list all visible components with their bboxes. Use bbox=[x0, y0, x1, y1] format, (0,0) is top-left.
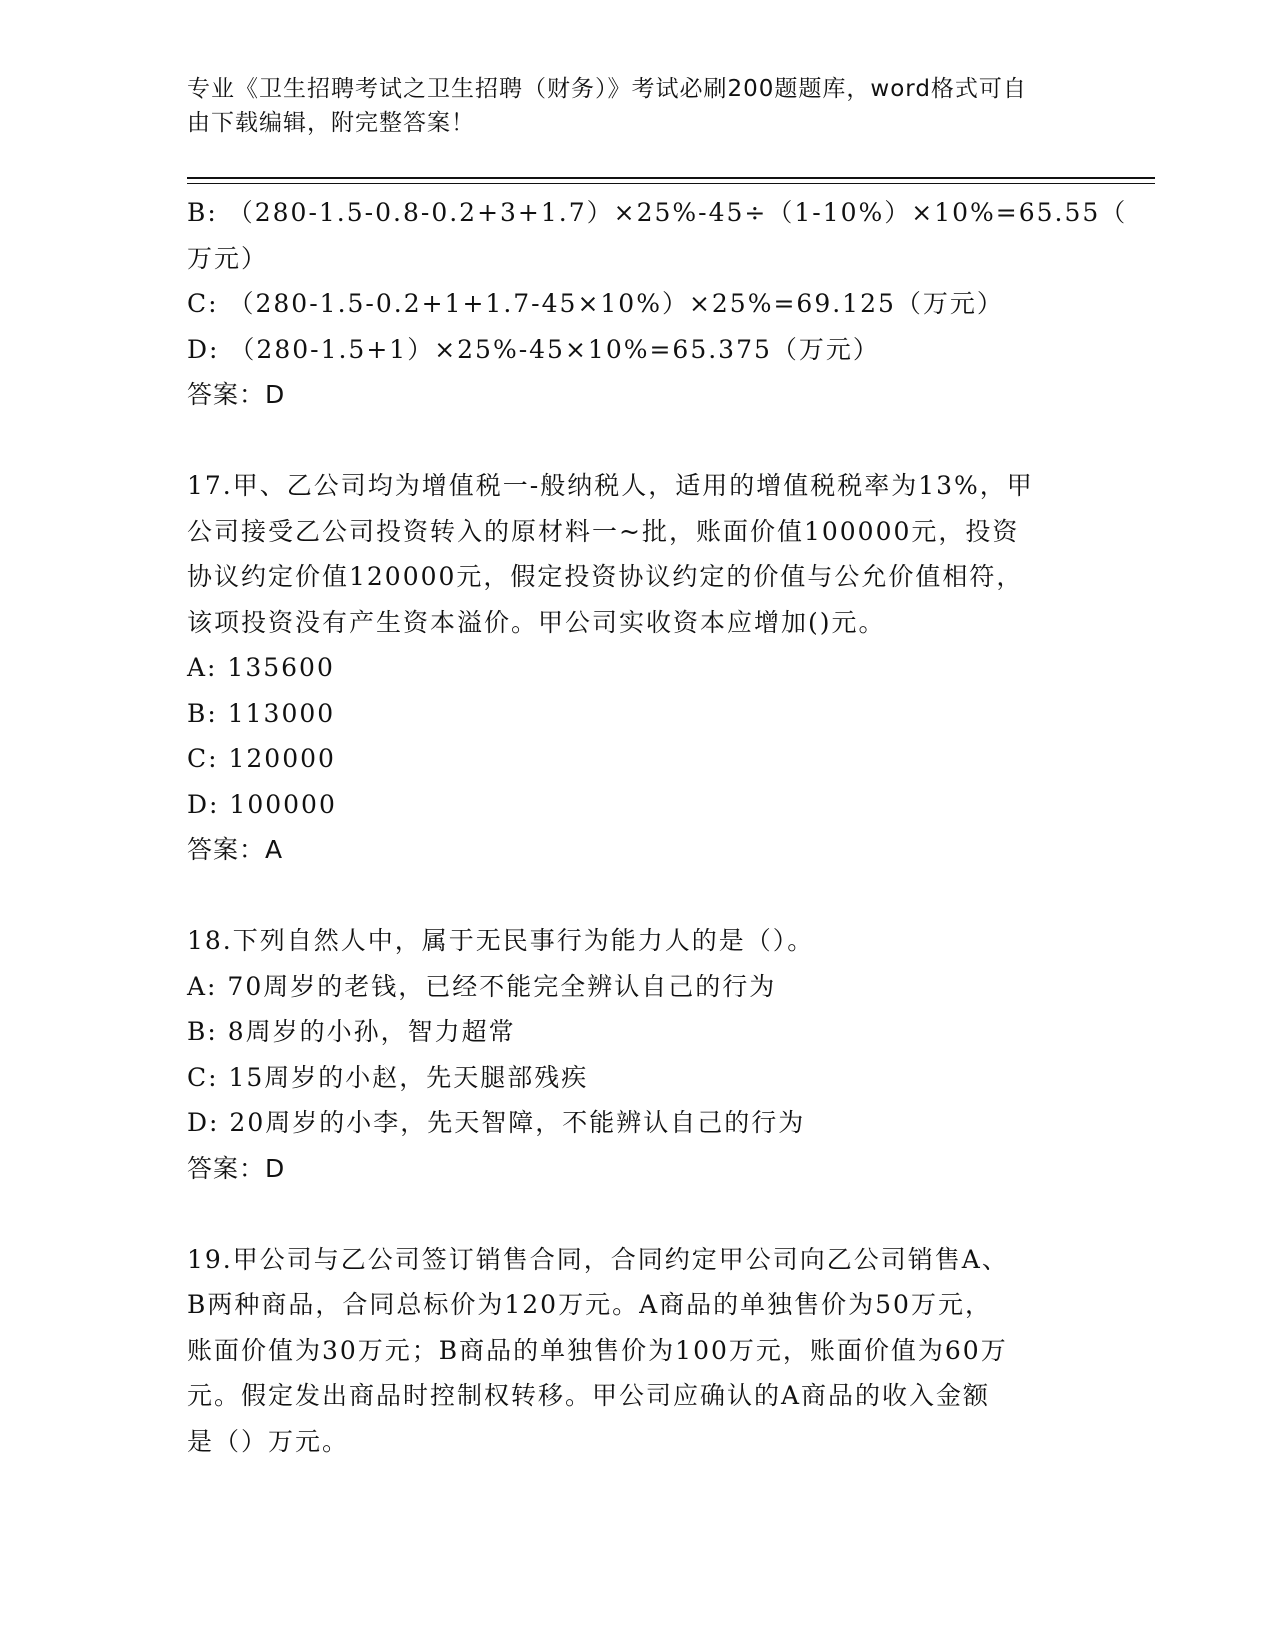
question-stem-line: 账面价值为30万元；B商品的单独售价为100万元，账面价值为60万 bbox=[187, 1335, 1008, 1365]
option-d: D: 20周岁的小李，先天智障，不能辨认自己的行为 bbox=[187, 1108, 806, 1137]
question-stem-line: 18.下列自然人中，属于无民事行为能力人的是（）。 bbox=[187, 926, 815, 955]
question-stem-line: 元。假定发出商品时控制权转移。甲公司应确认的A商品的收入金额 bbox=[187, 1381, 991, 1410]
option-b-continued: 万元） bbox=[187, 243, 269, 273]
question-stem-line: 该项投资没有产生资本溢价。甲公司实收资本应增加()元。 bbox=[187, 607, 886, 637]
question-stem-line: 公司接受乙公司投资转入的原材料一~批，账面价值100000元，投资 bbox=[187, 516, 1020, 546]
answer: 答案：D bbox=[187, 380, 286, 409]
question-stem-line: B两种商品，合同总标价为120万元。A商品的单独售价为50万元， bbox=[187, 1290, 992, 1319]
question-stem-line: 是（）万元。 bbox=[187, 1426, 350, 1456]
question-stem-line: 协议约定价值120000元，假定投资协议约定的价值与公允价值相符， bbox=[187, 562, 1024, 591]
option-b: B: 113000 bbox=[187, 698, 336, 728]
header-line-1: 专业《卫生招聘考试之卫生招聘（财务）》考试必刷200题题库，word格式可自 bbox=[187, 76, 1027, 102]
option-b: B: 8周岁的小孙，智力超常 bbox=[187, 1017, 516, 1046]
option-a: A: 135600 bbox=[187, 653, 335, 682]
question-17 bbox=[187, 463, 1087, 873]
document-header bbox=[187, 72, 1087, 140]
option-c: C: 120000 bbox=[187, 744, 336, 773]
option-a: A: 70周岁的老钱，已经不能完全辨认自己的行为 bbox=[187, 971, 777, 1001]
header-line-2: 由下载编辑，附完整答案！ bbox=[187, 110, 475, 136]
question-stem-line: 19.甲公司与乙公司签订销售合同，合同约定甲公司向乙公司销售A、 bbox=[187, 1244, 1009, 1274]
option-d: D: （280-1.5+1）×25%-45×10%=65.375（万元） bbox=[187, 334, 880, 364]
answer: 答案：A bbox=[187, 835, 284, 864]
header-divider bbox=[187, 177, 1155, 179]
option-d: D: 100000 bbox=[187, 789, 337, 819]
question-16 bbox=[187, 190, 1128, 418]
question-19 bbox=[187, 1237, 1087, 1465]
document-body bbox=[187, 190, 1128, 1464]
answer: 答案：D bbox=[187, 1153, 286, 1183]
header-divider-thin bbox=[187, 183, 1155, 184]
question-stem-line: 17.甲、乙公司均为增值税一-般纳税人，适用的增值税税率为13%，甲 bbox=[187, 471, 1034, 500]
option-b: B: （280-1.5-0.8-0.2+3+1.7）×25%-45÷（1-10%）×10%=65.55（ bbox=[187, 198, 1128, 227]
option-c: C: （280-1.5-0.2+1+1.7-45×10%）×25%=69.125（万元） bbox=[187, 289, 1004, 318]
option-c: C: 15周岁的小赵，先天腿部残疾 bbox=[187, 1062, 589, 1092]
question-18 bbox=[187, 918, 1087, 1191]
